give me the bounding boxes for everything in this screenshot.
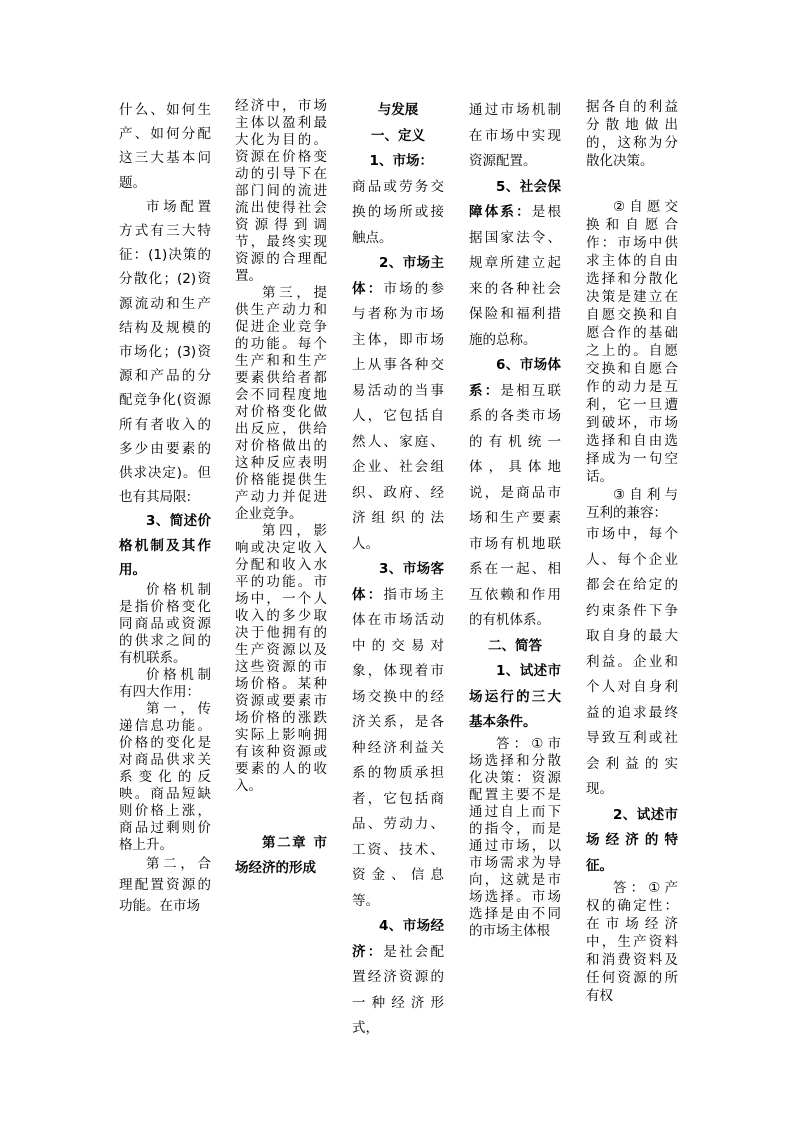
text-column-5 [586, 98, 678, 1005]
paragraph: 第二，合理配置资源的功能。在市场 [119, 856, 211, 915]
definition-term: 4、市场经济： [352, 918, 444, 960]
paragraph: 市场中，每个人、每个企业都会在给定的约束条件下争取自身的最大利益。企业和个人对自身利益的追求最终导致互利或社会利益的实现。 [586, 526, 678, 797]
paragraph: 据各自的利益分散地做出的，这称为分散化决策。 [586, 99, 678, 169]
text-column-1 [119, 98, 211, 917]
definition-term: 6、市场体系： [469, 357, 561, 399]
definition-text: 商品或劳务交换的场所或接触点。 [352, 178, 444, 246]
section-heading: 二、简答 [488, 637, 542, 654]
paragraph: 第四，影响或决定收入分配和收入水平的功能。市场中，一个人收入的多少取决于他拥有的生产资源以及这些资源的市场价格。某种资源或要素市场价格的涨跌实际上影响拥有该种资源或要素的人的收入。 [235, 523, 327, 794]
question-heading: 2、试述市场经济的特征。 [586, 806, 678, 874]
text-column-2 [235, 98, 327, 881]
definition-term: 2、市场主体： [352, 255, 444, 297]
paragraph: 什么、如何生产、如何分配这三大基本问题。 [119, 102, 211, 191]
paragraph: 市场配置方式有三大特征：(1)决策的分散化；(2)资源流动和生产结构及规模的市场化；(3)资源和产品的分配竞争化(资源所有者收入的多少由要素的供求决定)。但也有其局限: [119, 198, 211, 506]
section-heading: 一、定义 [371, 127, 425, 144]
paragraph: ②自愿交换和自愿合作：市场中供求主体的自由选择和分散化决策是建立在自愿交换和自愿合作的基础之上的。自愿交换和自愿合作的动力是互利，它一旦遭到破坏，市场选择和自由选择成为一句空话。 [586, 199, 678, 485]
question-heading: 1、试述市场运行的三大基本条件。 [469, 663, 561, 730]
paragraph: 价格机制有四大作用： [119, 667, 211, 701]
definition-term: 3、市场客体： [352, 561, 444, 603]
definition-text: 是相互联系的各类市场的有机统一体，具体地说，是商品市场和生产要素市场有机地联系在一起、相互依赖和作用的有机体系。 [469, 382, 562, 628]
paragraph: 第三，提供生产动力和促进企业竞争的功能。每个生产和和生产要素供给者都会不同程度地对价格变化做出反应，供给对价格做出的这种反应表明价格能提供生产动力并促进企业竞争。 [235, 285, 327, 522]
chapter-title: 第二章 市场经济的形成 [235, 835, 327, 876]
answer-text: 答：①产权的确定性：在市场经济中，生产资料和消费资料及任何资源的所有权 [586, 880, 678, 1004]
chapter-title-continued: 与发展 [377, 102, 419, 118]
text-column-4 [469, 98, 561, 940]
answer-text: 答：①市场选择和分散化决策：资源配置主要不是通过自上而下的指令，而是通过市场，以市场需求为导向，这就是市场选择。市场选择是由不同的市场主体根 [469, 735, 561, 939]
definition-text: 市场的参与者称为市场主体，即市场上从事各种交易活动的当事人，它包括自然人、家庭、企业、社会组织、政府、经济组织的法人。 [352, 280, 445, 552]
definition-term: 1、市场： [369, 153, 433, 169]
question-heading: 3、简述价格机制及其作用。 [119, 513, 211, 578]
paragraph: 经济中，市场主体以盈利最大化为目的。资源在价格变动的引导下在部门间的流进流出使得社会资源得到调节，最终实现资源的合理配置。 [235, 98, 327, 284]
paragraph: 第一，传递信息功能。价格的变化是对商品供求关系变化的反映。商品短缺则价格上涨，商品过剩则价格上升。 [119, 701, 211, 854]
definition-text: 是根据国家法令、规章所建立起来的各种社会保险和福利措施的总称。 [469, 204, 562, 348]
paragraph: 价格机制是指价格变化同商品或资源的供求之间的有机联系。 [119, 582, 211, 667]
paragraph: ③自利与互利的兼容： [586, 487, 678, 521]
paragraph: 通过市场机制在市场中实现资源配置。 [469, 102, 561, 169]
definition-text: 指市场主体在市场活动中的交易对象，体现着市场交换中的经济关系，是各种经济利益关系的物质承担者，它包括商品、劳动力、工资、技术、资金、信息等。 [352, 586, 445, 909]
definition-term: 5、社会保障体系： [469, 178, 561, 220]
definition-text: 是社会配置经济资源的一种经济形式， [352, 943, 445, 1036]
text-column-3 [352, 98, 444, 1042]
